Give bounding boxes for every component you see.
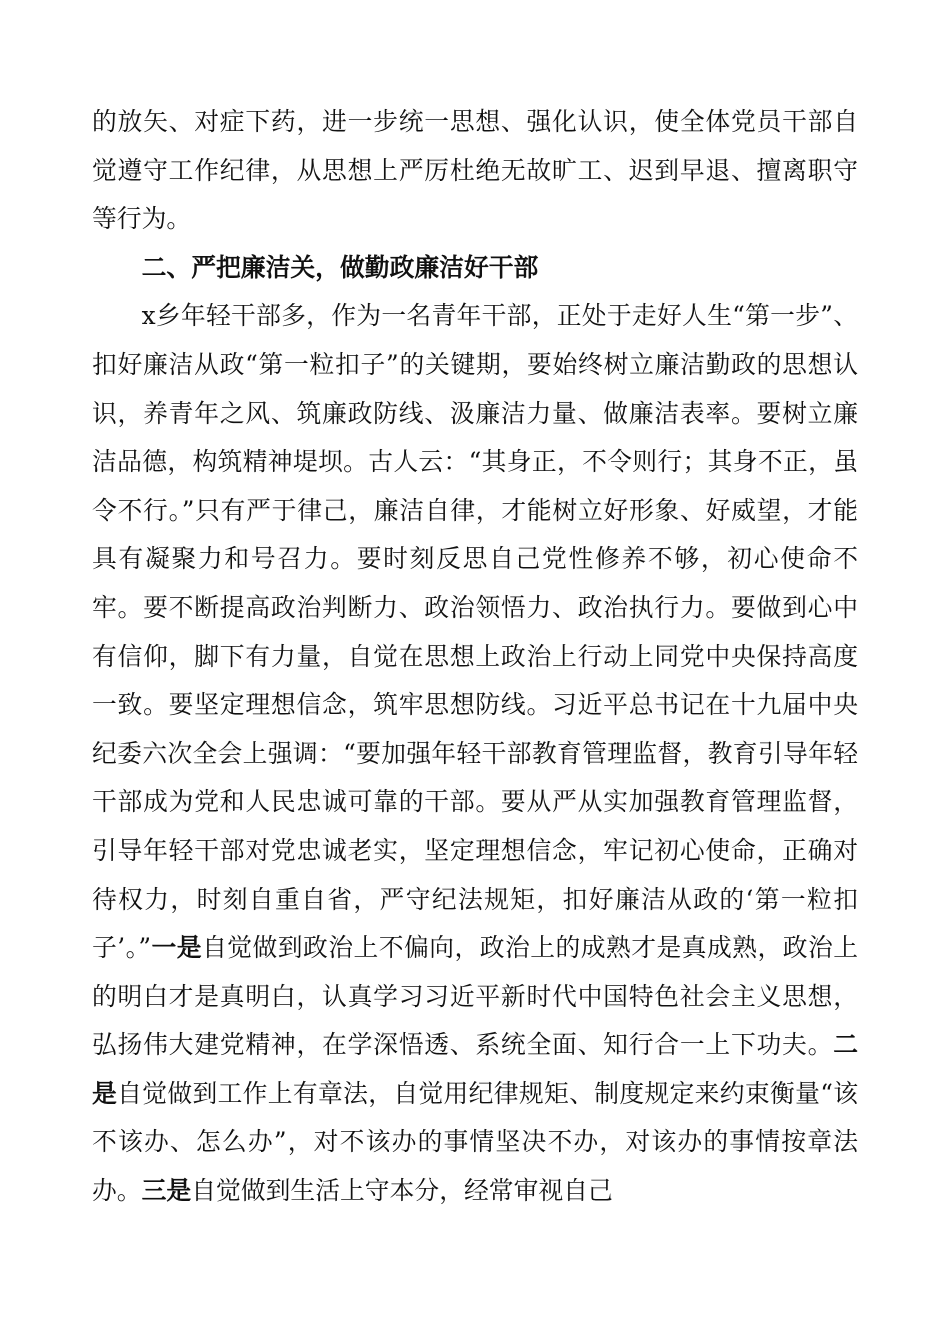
body-text-part-2: 自觉做到政治上不偏向，政治上的成熟才是真成熟，政治上的明白才是真明白，认真学习习近平新时代中国特色社会主义思想，弘扬伟大建党精神，在学深悟透、系统全面、知行合一上下功夫。 — [92, 933, 858, 1060]
body-paragraph — [92, 292, 858, 1215]
document-page — [92, 98, 858, 1216]
body-text-part-4: 自觉做到生活上守本分，经常审视自己 — [191, 1176, 613, 1206]
lead-phrase-3: 三是 — [141, 1176, 192, 1206]
body-text-part-1: x乡年轻干部多，作为一名青年干部，正处于走好人生“第一步”、扣好廉洁从政“第一粒扣子”的关键期，要始终树立廉洁勤政的思想认识，养青年之风、筑廉政防线、汲廉洁力量、做廉洁表率。要树立廉洁品德，构筑精神堤坝。古人云：“其身正，不令则行；其身不正，虽令不行。”只有严于律己，廉洁自律，才能树立好形象、好威望，才能具有凝聚力和号召力。要时刻反思自己党性修养不够，初心使命不牢。要不断提高政治判断力、政治领悟力、政治执行力。要做到心中有信仰，脚下有力量，自觉在思想上政治上行动上同党中央保持高度一致。要坚定理想信念，筑牢思想防线。习近平总书记在十九届中央纪委六次全会上强调：“要加强年轻干部教育管理监督，教育引导年轻干部成为党和人民忠诚可靠的干部。要从严从实加强教育管理监督，引导年轻干部对党忠诚老实，坚定理想信念，牢记初心使命，正确对待权力，时刻自重自省，严守纪法规矩，扣好廉洁从政的‘第一粒扣子’。” — [92, 301, 858, 963]
paragraph-continuation: 的放矢、对症下药，进一步统一思想、强化认识，使全体党员干部自觉遵守工作纪律，从思想上严厉杜绝无故旷工、迟到早退、擅离职守等行为。 — [92, 107, 858, 234]
lead-phrase-1: 一是 — [151, 933, 203, 963]
section-heading: 二、严把廉洁关，做勤政廉洁好干部 — [141, 252, 539, 282]
lead-phrase-2: 二是 — [92, 1030, 858, 1108]
body-text-part-3: 自觉做到工作上有章法，自觉用纪律规矩、制度规定来约束衡量“该不该办、怎么办”，对不该办的事情坚决不办，对该办的事情按章法办。 — [92, 1078, 858, 1206]
